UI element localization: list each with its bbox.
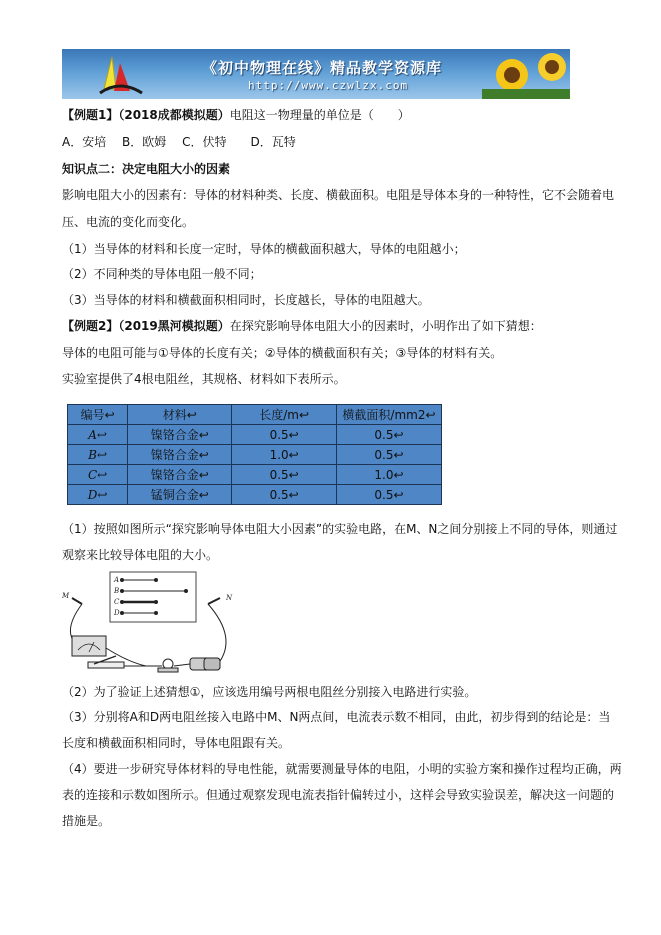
table-header-cell: 横截面积/mm2↩ [336,405,441,425]
table-cell: 0.5↩ [336,485,441,505]
banner-title: 《初中物理在线》精品教学资源库 [202,59,443,77]
paragraph-line-1: 影响电阻大小的因素有：导体的材料种类、长度、横截面积。电阻是导体本身的一种特性，它不会随着电 [62,188,615,202]
example2-source: （2019黑河模拟题） [118,319,230,333]
question-2: （2）为了验证上述猜想①，应该选用编号两根电阻丝分别接入电路进行实验。 [62,685,477,699]
table-header-row [68,405,442,425]
table-cell: 0.5↩ [232,425,337,445]
table-cell: 1.0↩ [336,465,441,485]
table-cell: A↩ [68,425,128,445]
resistance-wires [121,579,188,615]
question-4-line-1: （4）要进一步研究导体材料的导电性能，就需要测量导体的电阻，小明的实验方案和操作过程均正确，两 [62,762,622,776]
logo-icon [90,49,150,99]
example1-text: 电阻这一物理量的单位是（ ） [229,108,410,122]
table-row [68,485,442,505]
table-cell: 锰铜合金↩ [128,485,232,505]
ammeter-icon [72,636,106,656]
sunflower-icon [482,49,570,99]
question-1-line-1: （1）按照如图所示“探究影响导体电阻大小因素”的实验电路，在M、N之间分别接上不同的导体，则通过 [62,522,618,536]
table-row [68,465,442,485]
example1-source: （2018成都模拟题） [118,108,230,122]
example1-question [62,107,410,123]
paragraph-line-2: 压、电流的变化而变化。 [62,215,195,229]
example2-intro [62,318,542,334]
banner-url: http://www.czwlzx.com [248,79,409,92]
table-header-cell: 材料↩ [128,405,232,425]
question-3-line-1: （3）分别将A和D两电阻丝接入电路中M、N两点间，电流表示数不相同，由此，初步得到的结论是：当 [62,710,611,724]
question-4-line-2: 表的连接和示数如图所示。但通过观察发现电流表指针偏转过小，这样会导致实验误差，解决这一问题的 [62,788,615,802]
question-3-line-2: 长度和横截面积相同时，导体电阻跟有关。 [62,736,291,750]
table-cell: D↩ [68,485,128,505]
clip-m-icon [72,598,82,604]
table-header-cell: 长度/m↩ [232,405,337,425]
wire-spec-table [67,404,442,505]
question-1-line-2: 观察来比较导体电阻的大小。 [62,548,219,562]
table-cell: 镍铬合金↩ [128,425,232,445]
example2-tag: 【例题2】 [62,319,119,333]
wire-label-d: D [114,609,120,617]
table-cell: 0.5↩ [336,445,441,465]
example2-lab: 实验室提供了4根电阻丝，其规格、材料如下表所示。 [62,372,346,386]
terminal-label-n: N [226,594,233,602]
wire-label-c: C [114,598,120,606]
table-cell: 0.5↩ [336,425,441,445]
example2-guess: 导体的电阻可能与①导体的长度有关；②导体的横截面积有关；③导体的材料有关。 [62,346,503,360]
example1-options: A．安培 B．欧姆 C．伏特 D．瓦特 [62,135,296,149]
factor-item-1: （1）当导体的材料和长度一定时，导体的横截面积越大，导体的电阻越小； [62,242,466,256]
example1-tag: 【例题1】 [62,108,119,122]
factor-item-2: （2）不同种类的导体电阻一般不同； [62,267,262,281]
section-heading: 知识点二：决定电阻大小的因素 [62,162,231,176]
factor-item-3: （3）当导体的材料和横截面积相同时，长度越长，导体的电阻越大。 [62,293,430,307]
circuit-diagram [58,568,248,680]
terminal-label-m: M [62,592,70,600]
table-row [68,425,442,445]
question-4-line-3: 措施是。 [62,814,111,828]
table-row [68,445,442,465]
table-cell: 1.0↩ [232,445,337,465]
table-cell: 0.5↩ [232,485,337,505]
table-cell: C↩ [68,465,128,485]
table-cell: 0.5↩ [232,465,337,485]
wire-label-a: A [114,576,120,584]
example2-intro-text: 在探究影响导体电阻大小的因素时，小明作出了如下猜想： [229,319,542,333]
table-header-cell: 编号↩ [68,405,128,425]
table-cell: B↩ [68,445,128,465]
header-banner [62,49,570,99]
wire-label-b: B [114,587,120,595]
switch-icon [88,662,124,668]
table-cell: 镍铬合金↩ [128,465,232,485]
table-cell: 镍铬合金↩ [128,445,232,465]
clip-n-icon [208,598,220,604]
